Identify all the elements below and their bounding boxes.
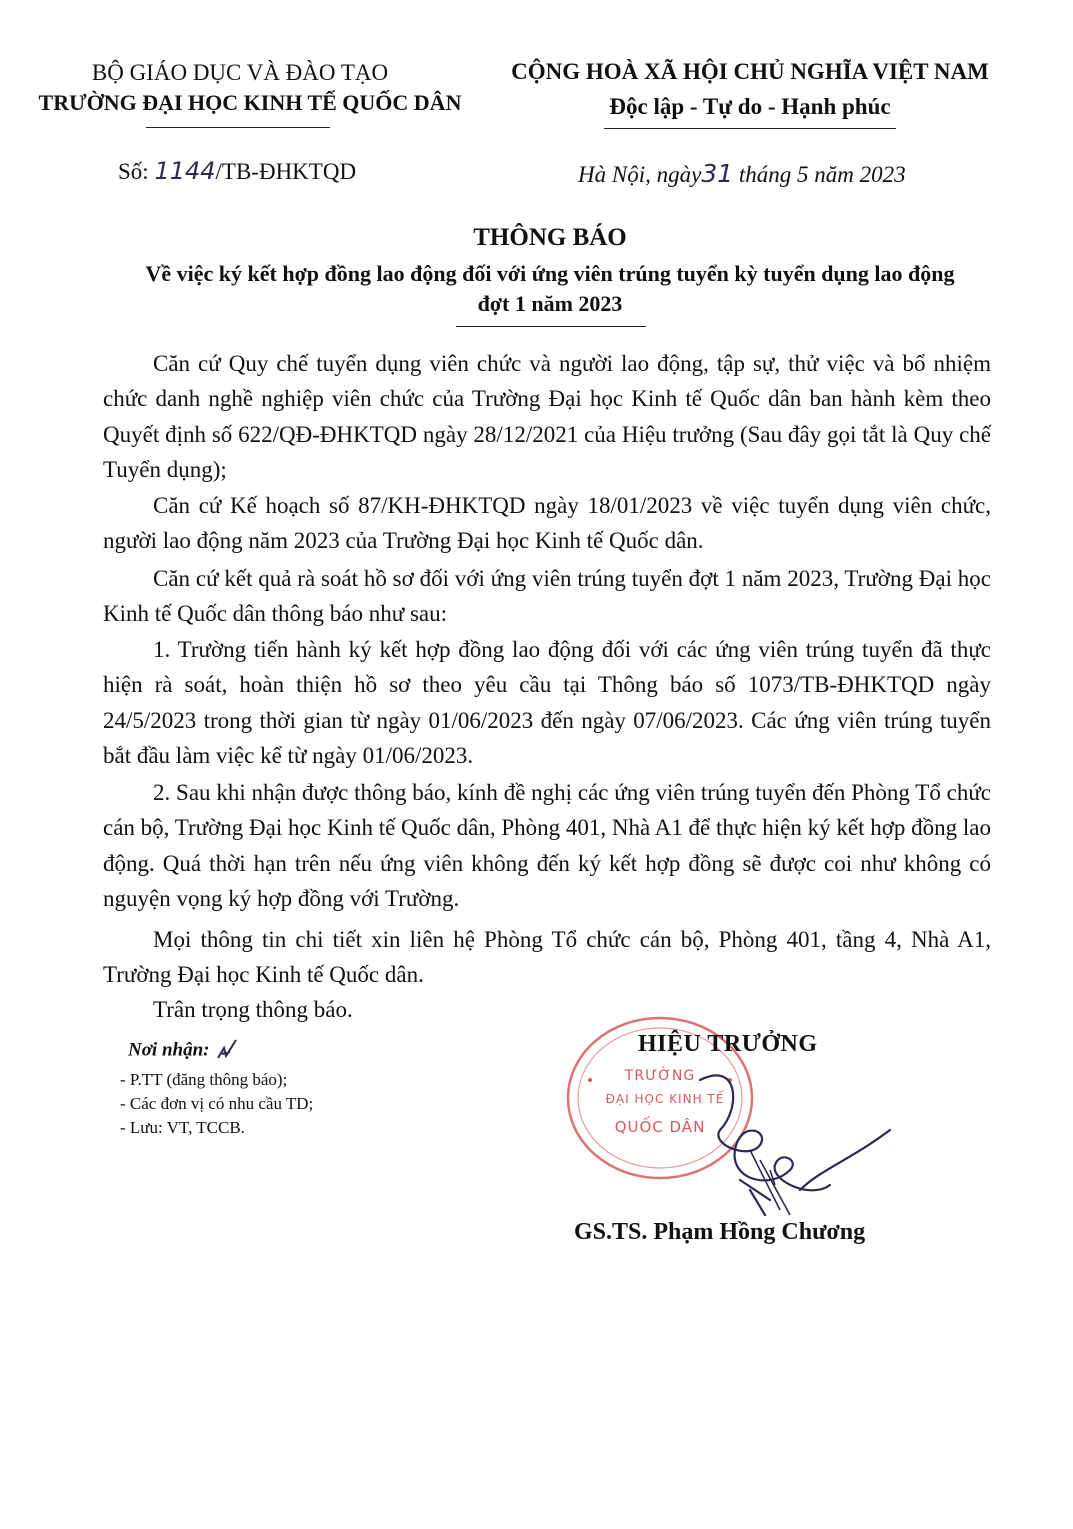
recipients-label: Nơi nhận: (128, 1036, 248, 1066)
signatory-name: GS.TS. Phạm Hồng Chương (574, 1219, 866, 1245)
date-suffix: tháng 5 năm 2023 (733, 162, 906, 187)
nation-name: CỘNG HOÀ XÃ HỘI CHỦ NGHĨA VIỆT NAM (511, 59, 989, 84)
signatory-title: HIỆU TRƯỞNG (638, 1031, 818, 1057)
notice-subject-line1: Về việc ký kết hợp đồng lao động đối với ứng viên trúng tuyển kỳ tuyển dụng lao động (145, 261, 955, 286)
paragraph-contact: Mọi thông tin chi tiết xin liên hệ Phòng Tổ chức cán bộ, Phòng 401, tầng 4, Nhà A1, Trường Đại học Kinh tế Quốc dân. (103, 927, 991, 988)
paragraph-basis-review: Căn cứ kết quả rà soát hồ sơ đối với ứng viên trúng tuyển đợt 1 năm 2023, Trường Đại học Kinh tế Quốc dân thông báo như sau: (103, 566, 991, 627)
paragraph-item-1: 1. Trường tiến hành ký kết hợp đồng lao động đối với các ứng viên trúng tuyển đã thực hiện rà soát, hoàn thiện hồ sơ theo yêu cầu tại Thông báo số 1073/TB-ĐHKTQD ngày 24/5/2023 trong thời gian từ ngày 01/06/2023 đến ngày 07/06/2023. Các ứng viên trúng tuyển bắt đầu làm việc kể từ ngày 01/06/2023. (103, 637, 991, 768)
date-handwritten-day: 31 (701, 159, 734, 188)
left-header-rule (146, 127, 330, 128)
recipient-item: - Lưu: VT, TCCB. (120, 1118, 245, 1137)
initial-mark-icon (214, 1036, 248, 1066)
date-prefix: Hà Nội, ngày (578, 162, 702, 187)
doc-number-prefix: Số: (118, 159, 155, 184)
paragraph-basis-plan: Căn cứ Kế hoạch số 87/KH-ĐHKTQD ngày 18/01/2023 về việc tuyển dụng viên chức, người lao động năm 2023 của Trường Đại học Kinh tế Quốc dân. (103, 493, 991, 554)
issue-date (578, 158, 906, 191)
university-name: TRƯỜNG ĐẠI HỌC KINH TẾ QUỐC DÂN (38, 90, 462, 115)
handwritten-signature-icon (680, 1050, 910, 1220)
ministry-name: BỘ GIÁO DỤC VÀ ĐÀO TẠO (91, 60, 389, 85)
document-number (118, 155, 356, 188)
paragraph-basis-regulation: Căn cứ Quy chế tuyển dụng viên chức và người lao động, tập sự, thử việc và bổ nhiệm chức danh nghề nghiệp viên chức của Trường Đại học Kinh tế Quốc dân ban hành kèm theo Quyết định số 622/QĐ-ĐHKTQD ngày 28/12/2021 của Hiệu trưởng (Sau đây gọi tắt là Quy chế Tuyển dụng); (103, 351, 991, 482)
paragraph-item-2: 2. Sau khi nhận được thông báo, kính đề nghị các ứng viên trúng tuyển đến Phòng Tổ chức cán bộ, Trường Đại học Kinh tế Quốc dân, Phòng 401, Nhà A1 để thực hiện ký kết hợp đồng lao động. Quá thời hạn trên nếu ứng viên không đến ký kết hợp đồng sẽ được coi như không có nguyện vọng ký hợp đồng với Trường. (103, 780, 992, 911)
recipients-list (120, 1068, 313, 1140)
notice-title: THÔNG BÁO (473, 224, 627, 251)
recipient-item: - Các đơn vị có nhu cầu TD; (120, 1094, 314, 1113)
notice-subject-line2: đợt 1 năm 2023 (477, 291, 623, 316)
doc-number-handwritten: 1144 (154, 157, 216, 185)
seal-text-1: TRƯỜNG (624, 1068, 696, 1084)
seal-text-3: QUỐC DÂN (614, 1118, 706, 1136)
closing-line: Trân trọng thông báo. (153, 997, 353, 1022)
title-rule (456, 326, 646, 327)
seal-text-2: ĐẠI HỌC KINH TẾ (605, 1092, 725, 1106)
right-header-rule (604, 128, 896, 129)
national-motto: Độc lập - Tự do - Hạnh phúc (609, 94, 891, 119)
doc-number-suffix: /TB-ĐHKTQD (215, 159, 357, 184)
recipient-item: - P.TT (đăng thông báo); (120, 1070, 288, 1089)
